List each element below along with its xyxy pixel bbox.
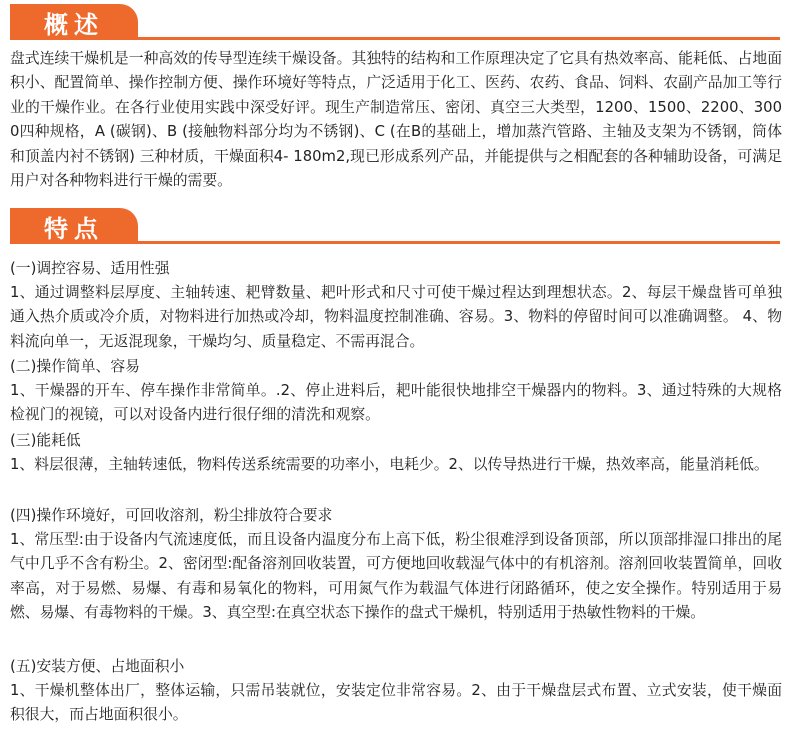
feature-heading-3: (三)能耗低: [10, 432, 81, 449]
features-header-line: [138, 208, 780, 244]
overview-title: 概述: [44, 10, 104, 39]
overview-title-tab: [10, 4, 138, 40]
feature-body-3: 1、料层很薄，主轴转速低，物料传送系统需要的功率小，电耗少。2、以传导热进行干燥，热效率高，能量消耗低。: [10, 456, 769, 473]
feature-body-1: 1、通过调整料层厚度、主轴转速、耙臂数量、耙叶形式和尺寸可使干燥过程达到理想状态。2、每层干燥盘皆可单独通入热介质或冷介质，对物料进行加热或冷却，物料温度控制准确、容易。3、物料的停留时间可以准确调整。 4、物料流向单一，无返混现象，干燥均匀、质量稳定、不需再混合。: [10, 284, 782, 350]
overview-header-line: [138, 4, 780, 40]
feature-heading-1: (一)调控容易、适用性强: [10, 260, 170, 277]
overview-header: [10, 4, 780, 40]
overview-body: 盘式连续干燥机是一种高效的传导型连续干燥设备。其独特的结构和工作原理决定了它具有热效率高、能耗低、占地面积小、配置简单、操作控制方便、操作环境好等特点，广泛适用于化工、医药、农药、食品、饲料、农副产品加工等行业的干燥作业。在各行业使用实践中深受好评。现生产制造常压、密闭、真空三大类型，1200、1500、2200、3000四种规格，A (碳钢)、B (接触物料部分均为不锈钢)、C (在B的基础上，增加蒸汽管路、主轴及支架为不锈钢，筒体和顶盖内衬不锈钢) 三种材质，干燥面积4- 180m2,现已形成系列产品，并能提供与之相配套的各种辅助设备，可满足用户对各种物料进行干燥的需要。: [10, 50, 782, 190]
feature-body-5: 1、干燥机整体出厂，整体运输，只需吊装就位，安装定位非常容易。2、由于干燥盘层式布置、立式安装，使干燥面积很大，而占地面积很小。: [10, 682, 782, 724]
features-title-tab: [10, 208, 138, 244]
feature-heading-5: (五)安装方便、占地面积小: [10, 658, 185, 675]
features-title: 特点: [44, 214, 104, 243]
feature-heading-4: (四)操作环境好，可回收溶剂，粉尘排放符合要求: [10, 507, 333, 524]
feature-body-2: 1、干燥器的开车、停车操作非常简单。.2、停止进料后，耙叶能很快地排空干燥器内的物料。3、通过特殊的大规格检视门的视镜，可以对设备内进行很仔细的清洗和观察。: [10, 382, 782, 424]
feature-heading-2: (二)操作简单、容易: [10, 358, 140, 375]
features-header: [10, 208, 780, 244]
feature-body-4: 1、常压型:由于设备内气流速度低，而且设备内温度分布上高下低，粉尘很难浮到设备顶部，所以顶部排湿口排出的尾气中几乎不含有粉尘。2、密闭型:配备溶剂回收装置，可方便地回收载湿气体中的有机溶剂。溶剂回收装置简单，回收率高，对于易燃、易爆、有毒和易氧化的物料，可用氮气作为载温气体进行闭路循环，使之安全操作。特别适用于易燃、易爆、有毒物料的干燥。3、真空型:在真空状态下操作的盘式干燥机，特别适用于热敏性物料的干燥。: [10, 531, 782, 622]
